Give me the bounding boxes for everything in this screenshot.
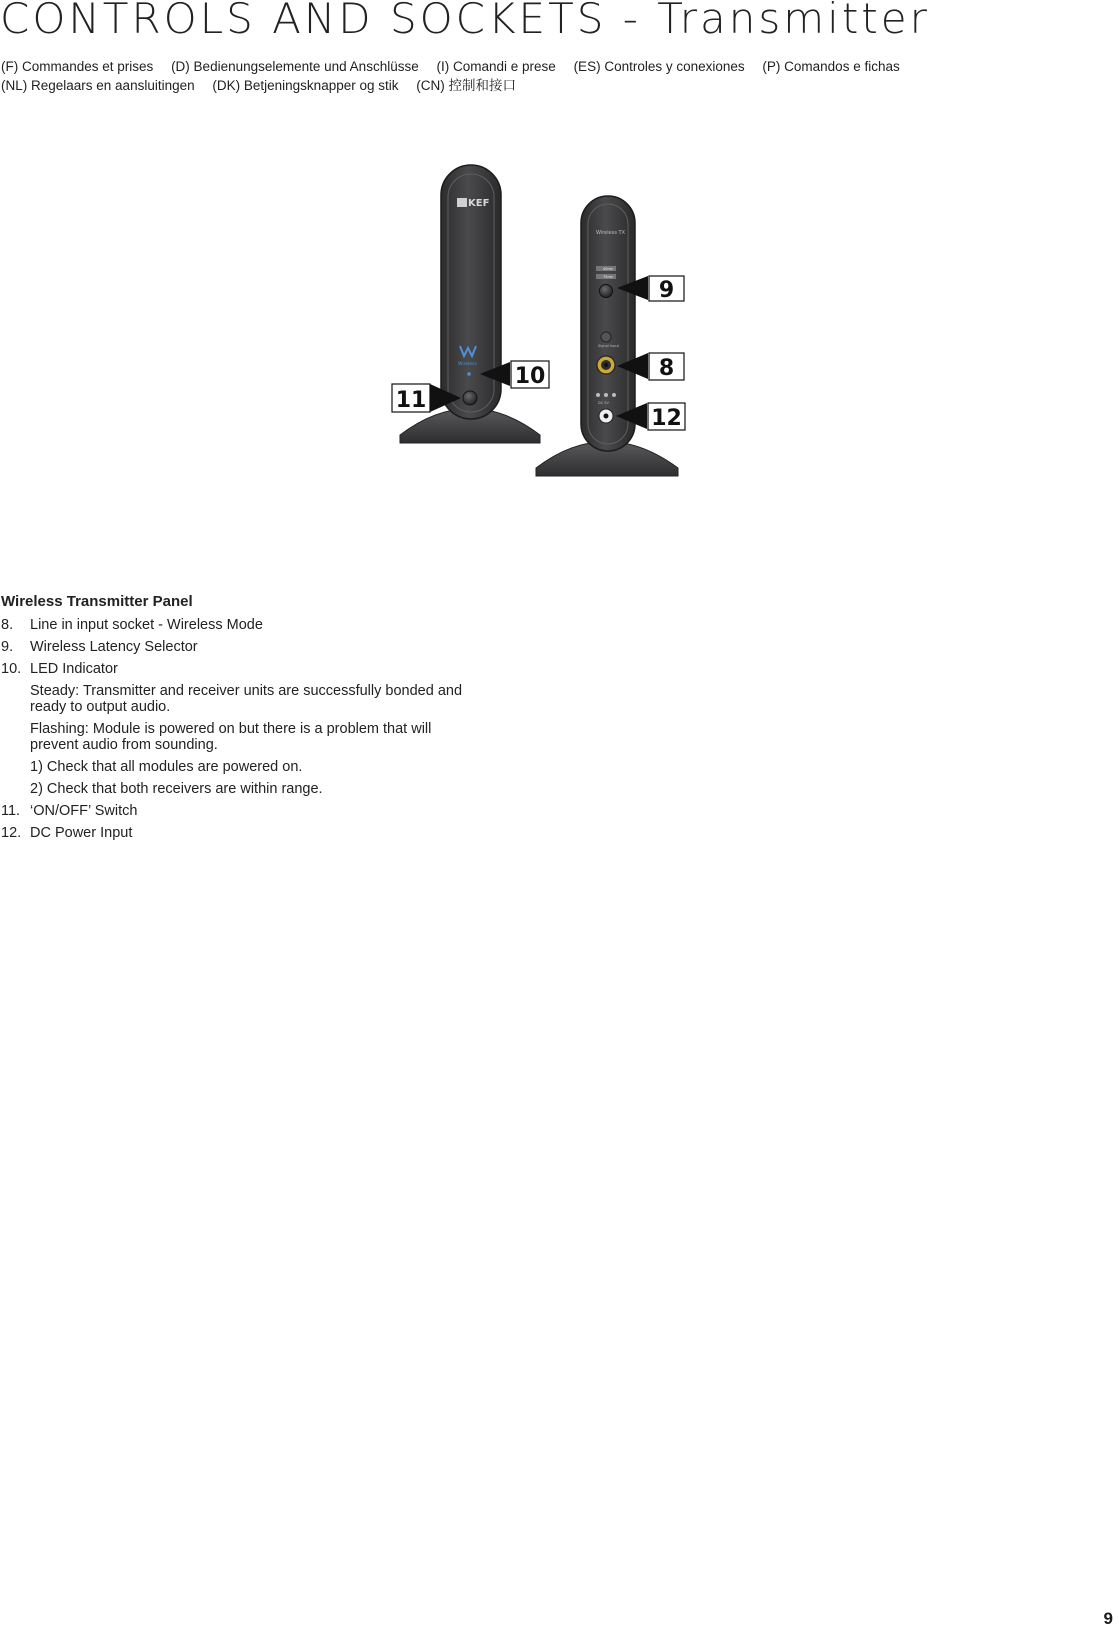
- callout-12-number: 12: [651, 406, 682, 431]
- list-item: [1, 803, 471, 820]
- latency-selector: [600, 285, 613, 298]
- lang-french: (F) Commandes et prises: [1, 59, 154, 74]
- lang-dutch: (NL) Regelaars en aansluitingen: [1, 78, 195, 93]
- dc-polarity-icon: [596, 393, 600, 397]
- latency-label-40ms: 40ms: [603, 267, 613, 271]
- power-switch: [463, 391, 477, 405]
- rear-unit: [536, 196, 678, 476]
- signal-input-label: Signal Input: [598, 344, 619, 348]
- list-item: [1, 661, 471, 678]
- kef-logo-icon: [457, 198, 467, 207]
- line-in-socket-pin: [604, 363, 608, 367]
- list-item: [1, 825, 471, 842]
- lang-chinese: (CN) 控制和接口: [416, 78, 516, 93]
- list-item-number: 9.: [1, 639, 14, 655]
- transmitter-drawing: [395, 162, 720, 482]
- language-index: [1, 57, 914, 95]
- list-item-text: ‘ON/OFF’ Switch: [30, 803, 138, 819]
- page-title: CONTROLS AND SOCKETS - Transmitter: [0, 0, 930, 43]
- lang-german: (D) Bedienungselemente und Anschlüsse: [171, 59, 419, 74]
- list-item-number: 12.: [1, 825, 22, 841]
- list-item-number: 10.: [1, 661, 22, 677]
- dc-label: DC 5V: [598, 401, 609, 405]
- language-line-2: [1, 76, 914, 95]
- lang-danish: (DK) Betjeningsknapper og stik: [212, 78, 399, 93]
- led-indicator: [467, 372, 471, 376]
- list-item-number: 8.: [1, 617, 14, 633]
- signal-input-marker: [601, 332, 611, 342]
- led-note-flashing: Flashing: Module is powered on but there is a problem that will prevent audio from sounding.: [30, 721, 432, 753]
- lang-portuguese: (P) Comandos e fichas: [762, 59, 900, 74]
- dc-power-socket-pin: [604, 414, 609, 419]
- list-item-number: 11.: [1, 803, 21, 819]
- callout-10-number: 10: [514, 364, 546, 389]
- led-note-steady: Steady: Transmitter and receiver units are successfully bonded and ready to output audio.: [30, 683, 463, 715]
- dc-polarity-icon-2: [612, 393, 616, 397]
- panel-title: Wireless Transmitter Panel: [1, 593, 193, 610]
- page-number: 9: [1103, 1609, 1113, 1628]
- list-item-text: LED Indicator: [30, 661, 118, 677]
- list-item-text: Line in input socket - Wireless Mode: [30, 617, 263, 633]
- list-item: [1, 617, 471, 634]
- lang-spanish: (ES) Controles y conexiones: [573, 59, 745, 74]
- dc-polarity-center: [604, 393, 608, 397]
- wireless-tx-label: Wireless TX: [596, 230, 625, 236]
- transmitter-illustration: [395, 162, 720, 482]
- led-check-2: 2) Check that both receivers are within range.: [30, 781, 323, 797]
- wireless-logo-text: Wireless: [458, 362, 477, 367]
- lang-italian: (I) Comandi e prese: [436, 59, 556, 74]
- led-check-1: 1) Check that all modules are powered on.: [30, 759, 303, 775]
- latency-label-75ms: 75ms: [603, 275, 613, 279]
- callout-8-number: 8: [658, 356, 675, 381]
- list-item-text: DC Power Input: [30, 825, 133, 841]
- list-item: [1, 639, 471, 656]
- kef-logo-text: KEF: [468, 198, 490, 209]
- panel-description: [1, 592, 471, 847]
- language-line-1: [1, 57, 914, 76]
- callout-9-number: 9: [658, 278, 675, 303]
- callout-11-number: 11: [395, 388, 427, 413]
- list-item-text: Wireless Latency Selector: [30, 639, 198, 655]
